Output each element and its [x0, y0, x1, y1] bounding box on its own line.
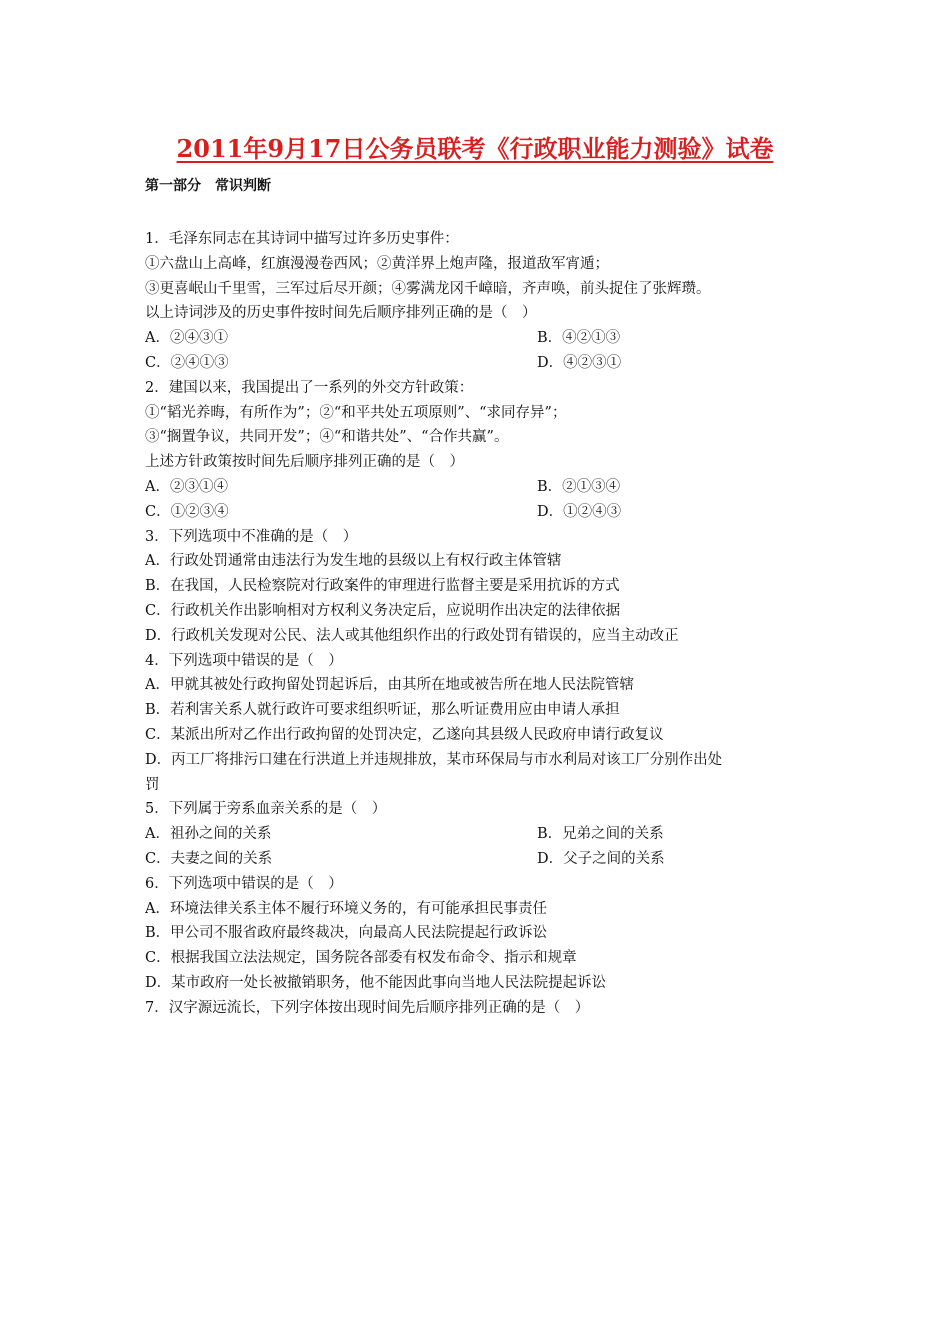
option-d: D．某市政府一处长被撤销职务，他不能因此事向当地人民法院提起诉讼	[145, 974, 607, 991]
option-c: C．①②③④	[145, 503, 229, 520]
option-d: D．行政机关发现对公民、法人或其他组织作出的行政处罚有错误的，应当主动改正	[145, 627, 679, 644]
option-row	[145, 500, 810, 525]
question-2	[145, 376, 810, 525]
option-a: A．行政处罚通常由违法行为发生地的县级以上有权行政主体管辖	[145, 553, 562, 570]
option-a: A．②③①④	[145, 478, 228, 495]
option-row	[145, 351, 810, 376]
question-list	[145, 227, 810, 1021]
question-stem: 上述方针政策按时间先后顺序排列正确的是（ ）	[145, 454, 464, 471]
question-stem: 4．下列选项中错误的是（ ）	[145, 652, 343, 669]
option-c: C．行政机关作出影响相对方权利义务决定后，应说明作出决定的法律依据	[145, 602, 621, 619]
option-b: B．④②①③	[537, 330, 621, 347]
question-stem: 1．毛泽东同志在其诗词中描写过许多历史事件：	[145, 231, 459, 247]
option-row	[145, 847, 810, 872]
option-b: B．在我国，人民检察院对行政案件的审理进行监督主要是采用抗诉的方式	[145, 578, 620, 595]
option-b: B．②①③④	[537, 478, 621, 495]
option-a: A．甲就其被处行政拘留处罚起诉后，由其所在地或被告所在地人民法院管辖	[145, 677, 634, 694]
option-b: B．甲公司不服省政府最终裁决，向最高人民法院提起行政诉讼	[145, 925, 548, 942]
option-c: C．②④①③	[145, 354, 229, 371]
question-stem: ①六盘山上高峰，红旗漫漫卷西风；②黄洋界上炮声隆，报道敌军宵遁；	[145, 255, 609, 272]
section-heading: 第一部分 常识判断	[145, 178, 271, 194]
question-stem: 5．下列属于旁系血亲关系的是（ ）	[145, 801, 387, 818]
question-3	[145, 525, 810, 649]
question-stem: ①“韬光养晦，有所作为”；②“和平共处五项原则”、“求同存异”；	[145, 404, 567, 421]
question-stem: ③“搁置争议，共同开发”；④“和谐共处”、“合作共赢”。	[145, 429, 509, 446]
option-row	[145, 475, 810, 500]
option-d-continuation: 罚	[145, 776, 160, 793]
option-b: B．若利害关系人就行政许可要求组织听证，那么听证费用应由申请人承担	[145, 702, 620, 719]
option-a: A．祖孙之间的关系	[145, 826, 272, 843]
option-d: D．④②③①	[537, 354, 622, 371]
question-stem: 7．汉字源远流长，下列字体按出现时间先后顺序排列正确的是（ ）	[145, 999, 590, 1016]
option-a: A．环境法律关系主体不履行环境义务的，有可能承担民事责任	[145, 900, 547, 917]
question-stem: ③更喜岷山千里雪，三军过后尽开颜；④雾满龙冈千嶂暗，齐声唤，前头捉住了张辉瓒。	[145, 280, 711, 297]
question-stem: 以上诗词涉及的历史事件按时间先后顺序排列正确的是（ ）	[145, 305, 537, 322]
question-5	[145, 797, 810, 871]
option-d: D．父子之间的关系	[537, 850, 665, 867]
question-1	[145, 227, 810, 376]
option-d: D．丙工厂将排污口建在行洪道上并违规排放，某市环保局与市水利局对该工厂分别作出处	[145, 751, 723, 768]
option-d: D．①②④③	[537, 503, 622, 520]
question-4	[145, 649, 810, 798]
option-row	[145, 822, 810, 847]
option-c: C．某派出所对乙作出行政拘留的处罚决定，乙遂向其县级人民政府申请行政复议	[145, 726, 664, 743]
question-stem: 3．下列选项中不准确的是（ ）	[145, 528, 358, 545]
question-6	[145, 872, 810, 996]
option-b: B．兄弟之间的关系	[537, 826, 664, 843]
option-a: A．②④③①	[145, 330, 228, 347]
option-c: C．根据我国立法法规定，国务院各部委有权发布命令、指示和规章	[145, 950, 577, 967]
document-title: 2011年9月17日公务员联考《行政职业能力测验》试卷	[176, 134, 774, 163]
question-stem: 6．下列选项中错误的是（ ）	[145, 875, 343, 892]
question-stem: 2．建国以来，我国提出了一系列的外交方针政策：	[145, 379, 474, 396]
option-c: C．夫妻之间的关系	[145, 850, 273, 867]
question-7	[145, 996, 810, 1021]
option-row	[145, 326, 810, 351]
